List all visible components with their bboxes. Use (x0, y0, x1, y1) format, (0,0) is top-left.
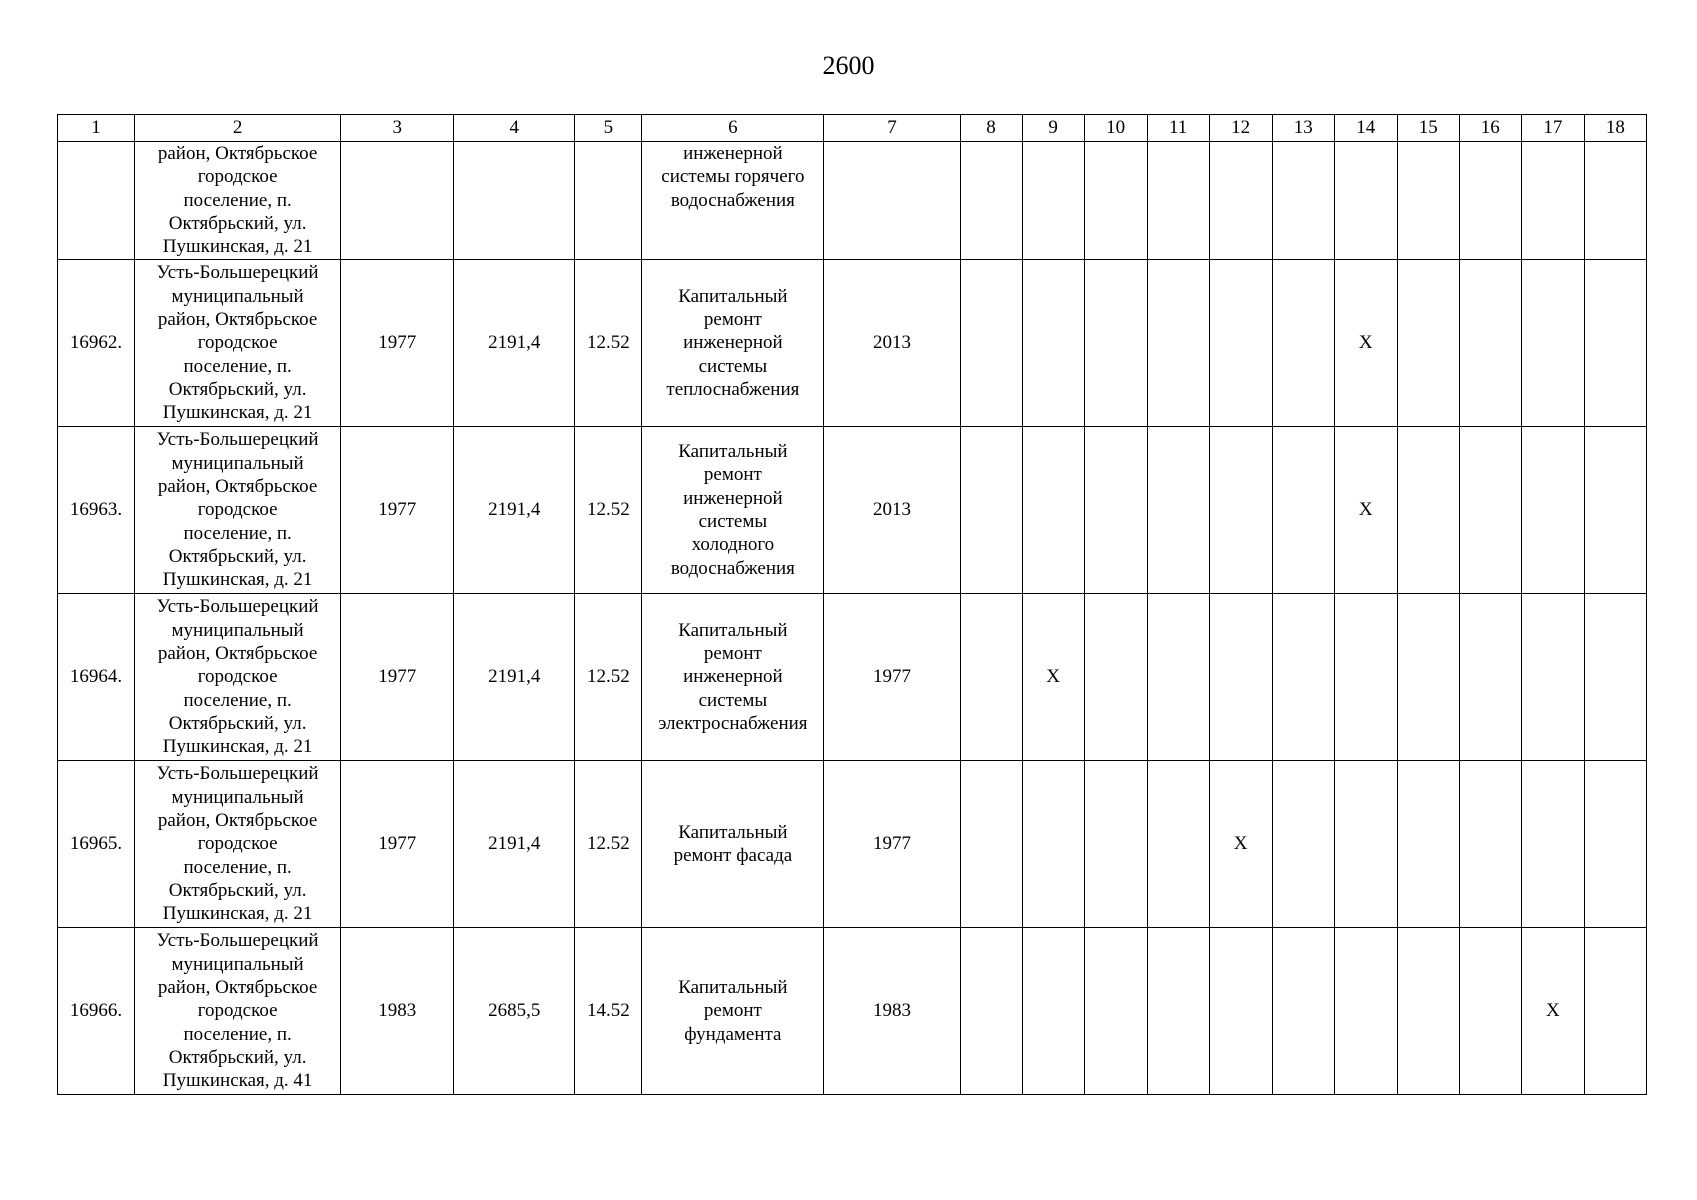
cell-text: X (1545, 1000, 1560, 1022)
cell-col-18 (1584, 142, 1646, 260)
header-cell: 1 (58, 115, 135, 142)
cell-line: Усть-Большерецкий (156, 930, 319, 952)
cell-col-5 (575, 761, 642, 928)
cell-text: X (1233, 833, 1248, 855)
cell-line: городское (197, 332, 278, 354)
cell-col-7 (824, 260, 960, 427)
cell-col-4 (454, 761, 575, 928)
cell-text: 12.52 (586, 833, 630, 855)
cell-line: поселение, п. (183, 689, 292, 711)
cell-line: район, Октябрьское (157, 309, 318, 331)
cell-col-8 (960, 260, 1022, 427)
cell-col-6 (642, 594, 824, 761)
cell-col-14 (1334, 761, 1397, 928)
cell-text: 14.52 (586, 1000, 630, 1022)
cell-text: 12.52 (586, 332, 630, 354)
cell-col-12 (1209, 427, 1272, 594)
cell-line: ремонт (703, 464, 762, 486)
mark-cell (1022, 594, 1084, 761)
cell-col-16 (1459, 260, 1521, 427)
continuation-row (58, 142, 1647, 260)
cell-text: 1977 (872, 666, 911, 688)
table-row (58, 594, 1647, 761)
cell-line: Октябрьский, ул. (168, 545, 307, 567)
cell-line: муниципальный (171, 953, 304, 975)
cell-col-3 (341, 260, 454, 427)
cell-line: район, Октябрьское (157, 977, 318, 999)
cell-col-15 (1397, 260, 1459, 427)
cell-col-7 (824, 427, 960, 594)
cell-col-3 (341, 427, 454, 594)
cell-col-1 (58, 594, 135, 761)
cell-line: Капитальный (678, 441, 788, 463)
cell-text: 1977 (378, 666, 417, 688)
header-cell: 4 (454, 115, 575, 142)
cell-line: городское (197, 166, 278, 188)
cell-col-17 (1521, 594, 1584, 761)
cell-text: 2191,4 (488, 499, 541, 521)
cell-line: район, Октябрьское (157, 810, 318, 832)
header-cell: 9 (1022, 115, 1084, 142)
cell-line: ремонт (703, 643, 762, 665)
cell-line: городское (197, 833, 278, 855)
cell-col-10 (1084, 928, 1147, 1095)
cell-col-12 (1209, 260, 1272, 427)
mark-cell (1521, 928, 1584, 1095)
cell-col-3 (341, 928, 454, 1095)
cell-line: городское (197, 499, 278, 521)
cell-text: 16963. (69, 499, 123, 521)
cell-col-2 (135, 427, 341, 594)
header-cell: 11 (1147, 115, 1209, 142)
cell-col-7 (824, 928, 960, 1095)
cell-col-9 (1022, 761, 1084, 928)
cell-line: водоснабжения (670, 557, 795, 579)
cell-text: 2685,5 (488, 1000, 541, 1022)
cell-line: городское (197, 1000, 278, 1022)
cell-text: 2191,4 (488, 332, 541, 354)
cell-line: Октябрьский, ул. (168, 212, 307, 234)
cell-col-1 (58, 142, 135, 260)
cell-line: Пушкинская, д. 21 (162, 236, 313, 258)
header-cell: 5 (575, 115, 642, 142)
cell-col-6 (642, 260, 824, 427)
cell-col-4 (454, 142, 575, 260)
cell-line: инженерной (683, 332, 783, 354)
cell-col-14 (1334, 928, 1397, 1095)
cell-col-2 (135, 761, 341, 928)
cell-col-16 (1459, 928, 1521, 1095)
cell-line: Пушкинская, д. 21 (162, 402, 313, 424)
cell-text: 2191,4 (488, 833, 541, 855)
cell-col-17 (1521, 427, 1584, 594)
cell-line: Капитальный (678, 977, 788, 999)
cell-col-3 (341, 594, 454, 761)
mark-cell (1334, 427, 1397, 594)
cell-line: Пушкинская, д. 21 (162, 903, 313, 925)
cell-col-3 (341, 761, 454, 928)
cell-col-4 (454, 260, 575, 427)
cell-text: 16964. (69, 666, 123, 688)
cell-line: поселение, п. (183, 856, 292, 878)
table-row (58, 260, 1647, 427)
cell-col-11 (1147, 594, 1209, 761)
cell-line: системы (698, 689, 768, 711)
cell-line: район, Октябрьское (157, 643, 318, 665)
cell-text: X (1046, 666, 1060, 688)
cell-col-5 (575, 594, 642, 761)
cell-line: системы (698, 355, 768, 377)
cell-col-13 (1272, 594, 1334, 761)
header-row (58, 115, 1647, 142)
cell-line: фундамента (684, 1023, 782, 1045)
cell-col-8 (960, 761, 1022, 928)
cell-col-15 (1397, 142, 1459, 260)
cell-line: системы горячего (661, 166, 805, 188)
cell-text: X (1358, 499, 1373, 521)
table-row (58, 427, 1647, 594)
header-cell: 6 (642, 115, 824, 142)
cell-col-15 (1397, 594, 1459, 761)
cell-line: Усть-Большерецкий (156, 262, 319, 284)
header-cell: 7 (824, 115, 960, 142)
cell-col-11 (1147, 761, 1209, 928)
cell-text: 16962. (69, 332, 123, 354)
cell-line: холодного (691, 534, 775, 556)
cell-line: ремонт (703, 309, 762, 331)
cell-col-9 (1022, 142, 1084, 260)
cell-text: 12.52 (586, 499, 630, 521)
cell-line: электроснабжения (658, 712, 808, 734)
cell-line: ремонт (703, 1000, 762, 1022)
cell-line: Усть-Большерецкий (156, 429, 319, 451)
cell-line: Усть-Большерецкий (156, 763, 319, 785)
register-table (57, 114, 1647, 1095)
table-row (58, 761, 1647, 928)
cell-col-16 (1459, 594, 1521, 761)
cell-col-17 (1521, 142, 1584, 260)
cell-text: X (1358, 332, 1373, 354)
cell-col-5 (575, 260, 642, 427)
cell-col-8 (960, 928, 1022, 1095)
cell-col-9 (1022, 928, 1084, 1095)
cell-line: муниципальный (171, 452, 304, 474)
cell-col-12 (1209, 142, 1272, 260)
cell-line: инженерной (683, 487, 783, 509)
cell-line: муниципальный (171, 786, 304, 808)
cell-line: ремонт фасада (673, 845, 793, 866)
header-cell: 14 (1334, 115, 1397, 142)
header-cell: 17 (1521, 115, 1584, 142)
cell-line: район, Октябрьское (157, 143, 318, 164)
cell-line: Капитальный (678, 821, 788, 843)
mark-cell (1334, 260, 1397, 427)
cell-text: 1983 (378, 1000, 417, 1022)
cell-col-1 (58, 928, 135, 1095)
cell-line: муниципальный (171, 619, 304, 641)
cell-line: системы (698, 511, 768, 532)
cell-text: 16966. (69, 1000, 123, 1022)
cell-col-4 (454, 427, 575, 594)
cell-col-6 (642, 761, 824, 928)
header-cell: 12 (1209, 115, 1272, 142)
cell-col-13 (1272, 928, 1334, 1095)
cell-col-18 (1584, 427, 1646, 594)
cell-col-4 (454, 928, 575, 1095)
cell-line: Октябрьский, ул. (168, 879, 307, 901)
cell-text: 1977 (378, 332, 417, 354)
cell-col-10 (1084, 260, 1147, 427)
cell-text: 16965. (69, 833, 123, 855)
cell-col-1 (58, 260, 135, 427)
header-cell: 16 (1459, 115, 1521, 142)
cell-col-7 (824, 142, 960, 260)
cell-col-2 (135, 928, 341, 1095)
cell-col-11 (1147, 427, 1209, 594)
cell-line: поселение, п. (183, 189, 292, 211)
cell-col-6 (642, 142, 824, 260)
cell-col-17 (1521, 761, 1584, 928)
header-cell: 15 (1397, 115, 1459, 142)
cell-col-3 (341, 142, 454, 260)
cell-line: инженерной (683, 666, 783, 688)
cell-col-9 (1022, 260, 1084, 427)
page-number: 2600 (822, 51, 875, 80)
cell-col-1 (58, 761, 135, 928)
cell-col-16 (1459, 427, 1521, 594)
cell-col-1 (58, 427, 135, 594)
cell-col-10 (1084, 761, 1147, 928)
cell-text: 12.52 (586, 666, 630, 688)
header-cell: 2 (135, 115, 341, 142)
cell-col-10 (1084, 594, 1147, 761)
cell-line: район, Октябрьское (157, 476, 318, 498)
cell-line: Октябрьский, ул. (168, 1046, 307, 1068)
cell-col-2 (135, 260, 341, 427)
cell-col-8 (960, 142, 1022, 260)
cell-col-15 (1397, 761, 1459, 928)
cell-line: поселение, п. (183, 355, 292, 377)
header-cell: 13 (1272, 115, 1334, 142)
cell-col-18 (1584, 928, 1646, 1095)
cell-line: инженерной (683, 143, 783, 164)
cell-col-11 (1147, 142, 1209, 260)
cell-line: Октябрьский, ул. (168, 712, 307, 734)
cell-col-2 (135, 594, 341, 761)
cell-col-13 (1272, 761, 1334, 928)
cell-text: 1977 (872, 833, 911, 855)
table-body (58, 115, 1647, 1095)
cell-line: Усть-Большерецкий (156, 596, 319, 618)
cell-col-8 (960, 427, 1022, 594)
cell-col-15 (1397, 928, 1459, 1095)
cell-col-7 (824, 594, 960, 761)
table-row (58, 928, 1647, 1095)
cell-col-13 (1272, 142, 1334, 260)
cell-line: поселение, п. (183, 522, 292, 544)
cell-col-15 (1397, 427, 1459, 594)
cell-line: Октябрьский, ул. (168, 378, 307, 400)
cell-line: поселение, п. (183, 1023, 292, 1045)
cell-col-8 (960, 594, 1022, 761)
cell-col-12 (1209, 928, 1272, 1095)
cell-text: 2013 (872, 499, 911, 521)
cell-col-13 (1272, 260, 1334, 427)
cell-text: 1977 (378, 833, 417, 855)
cell-line: водоснабжения (670, 189, 795, 211)
cell-col-9 (1022, 427, 1084, 594)
cell-col-16 (1459, 142, 1521, 260)
cell-col-18 (1584, 594, 1646, 761)
cell-col-10 (1084, 142, 1147, 260)
cell-col-14 (1334, 594, 1397, 761)
cell-line: Капитальный (678, 619, 788, 641)
cell-col-18 (1584, 761, 1646, 928)
cell-col-12 (1209, 594, 1272, 761)
cell-text: 2013 (872, 332, 911, 354)
cell-line: муниципальный (171, 285, 304, 307)
mark-cell (1209, 761, 1272, 928)
header-cell: 18 (1584, 115, 1646, 142)
cell-col-10 (1084, 427, 1147, 594)
cell-col-13 (1272, 427, 1334, 594)
cell-line: Пушкинская, д. 21 (162, 569, 313, 591)
cell-col-18 (1584, 260, 1646, 427)
cell-col-4 (454, 594, 575, 761)
cell-col-5 (575, 427, 642, 594)
cell-line: Капитальный (678, 285, 788, 307)
cell-col-11 (1147, 260, 1209, 427)
header-cell: 3 (341, 115, 454, 142)
cell-line: Пушкинская, д. 21 (162, 736, 313, 758)
cell-col-14 (1334, 142, 1397, 260)
cell-text: 1983 (872, 1000, 911, 1022)
cell-col-17 (1521, 260, 1584, 427)
cell-col-16 (1459, 761, 1521, 928)
header-cell: 10 (1084, 115, 1147, 142)
cell-col-2 (135, 142, 341, 260)
cell-text: 2191,4 (488, 666, 541, 688)
header-cell: 8 (960, 115, 1022, 142)
cell-line: теплоснабжения (666, 378, 800, 400)
cell-col-11 (1147, 928, 1209, 1095)
cell-text: 1977 (378, 499, 417, 521)
cell-line: городское (197, 666, 278, 688)
cell-col-7 (824, 761, 960, 928)
cell-line: Пушкинская, д. 41 (162, 1070, 313, 1092)
cell-col-6 (642, 427, 824, 594)
cell-col-5 (575, 142, 642, 260)
cell-col-5 (575, 928, 642, 1095)
cell-col-6 (642, 928, 824, 1095)
